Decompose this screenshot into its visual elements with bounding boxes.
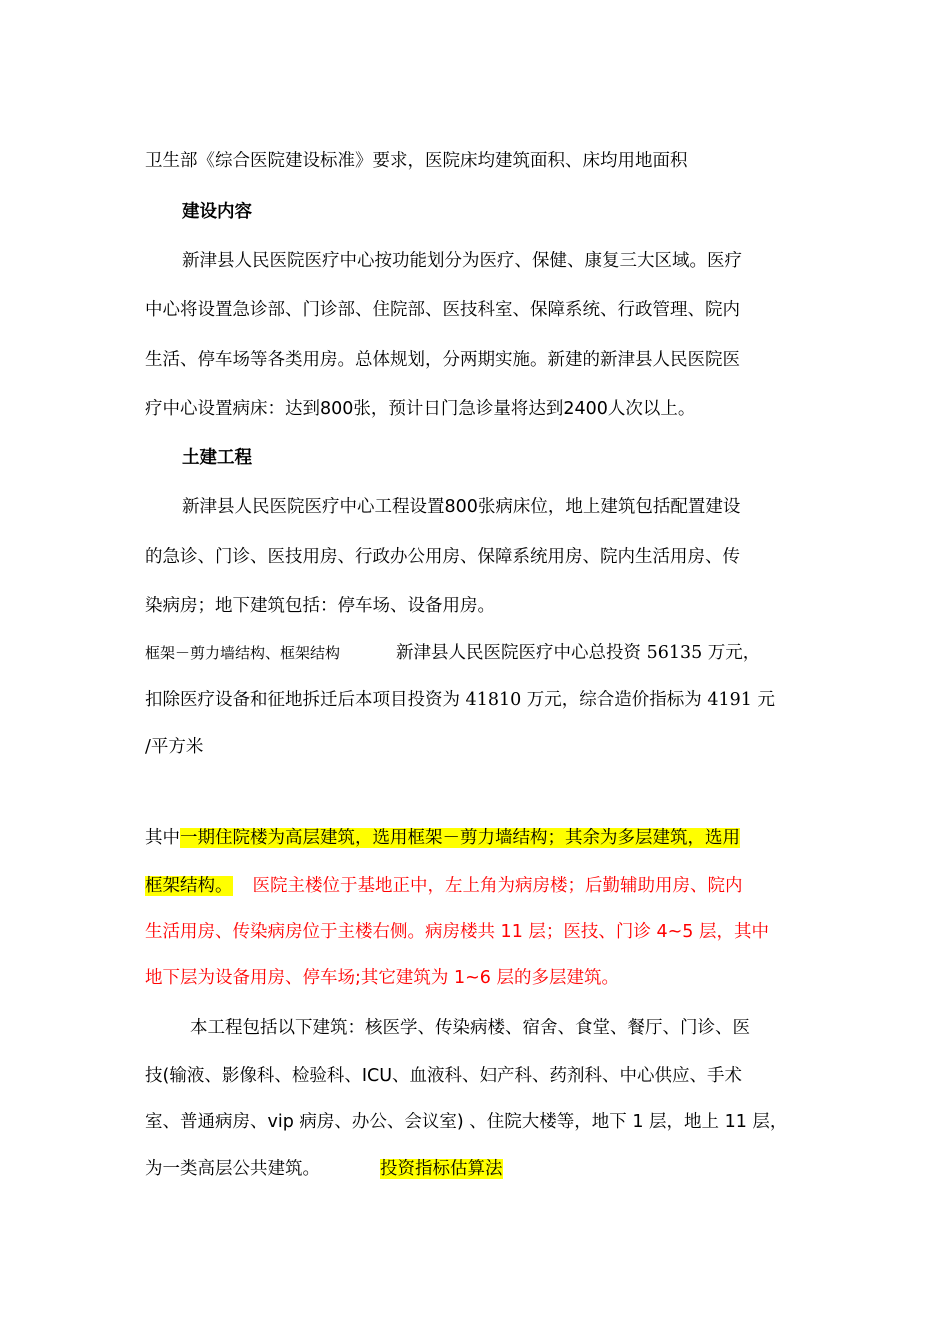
text-line: 本工程包括以下建筑：核医学、传染病楼、宿舍、食堂、餐厅、门诊、医 — [190, 1018, 750, 1038]
highlighted-text: 投资指标估算法 — [380, 1159, 503, 1179]
highlighted-text: 框架结构。 — [145, 876, 233, 896]
text-line — [145, 874, 743, 898]
highlighted-text: 一期住院楼为高层建筑，选用框架－剪力墙结构；其余为多层建筑，选用 — [180, 828, 740, 848]
investment-text: 新津县人民医院医疗中心总投资 56135 万元， — [396, 643, 761, 663]
text-line: /平方米 — [145, 737, 204, 757]
text-line: 技(输液、影像科、检验科、ICU、血液科、妇产科、药剂科、中心供应、手术 — [145, 1066, 743, 1086]
text-line: 染病房；地下建筑包括：停车场、设备用房。 — [145, 596, 495, 616]
text-line: 扣除医疗设备和征地拆迁后本项目投资为 41810 万元，综合造价指标为 4191 元 — [145, 690, 775, 710]
text-line: 新津县人民医院医疗中心按功能划分为医疗、保健、康复三大区域。医疗 — [182, 251, 742, 271]
text-line — [145, 1157, 503, 1181]
text-line: 疗中心设置病床：达到800张，预计日门急诊量将达到2400人次以上。 — [145, 399, 696, 419]
text-line: 卫生部《综合医院建设标准》要求，医院床均建筑面积、床均用地面积 — [145, 151, 688, 171]
text-line — [145, 826, 740, 850]
closing-text: 为一类高层公共建筑。 — [145, 1159, 320, 1179]
section-heading: 建设内容 — [182, 202, 252, 222]
red-text: 生活用房、传染病房位于主楼右侧。病房楼共 11 层；医技、门诊 4~5 层，其中 — [145, 922, 769, 942]
text-line — [145, 641, 760, 665]
structure-label: 框架－剪力墙结构、框架结构 — [145, 644, 341, 662]
text-line: 室、普通病房、vip 病房、办公、会议室) 、住院大楼等，地下 1 层，地上 11 层， — [145, 1112, 788, 1132]
text-line: 中心将设置急诊部、门诊部、住院部、医技科室、保障系统、行政管理、院内 — [145, 300, 740, 320]
red-text: 地下层为设备用房、停车场;其它建筑为 1~6 层的多层建筑。 — [145, 968, 619, 988]
text-line: 的急诊、门诊、医技用房、行政办公用房、保障系统用房、院内生活用房、传 — [145, 547, 740, 567]
section-heading: 土建工程 — [182, 448, 252, 468]
red-text: 医院主楼位于基地正中，左上角为病房楼；后勤辅助用房、院内 — [252, 876, 743, 896]
prefix-text: 其中 — [145, 828, 180, 848]
text-line: 新津县人民医院医疗中心工程设置800张病床位，地上建筑包括配置建设 — [182, 497, 741, 517]
text-line: 生活、停车场等各类用房。总体规划，分两期实施。新建的新津县人民医院医 — [145, 350, 740, 370]
